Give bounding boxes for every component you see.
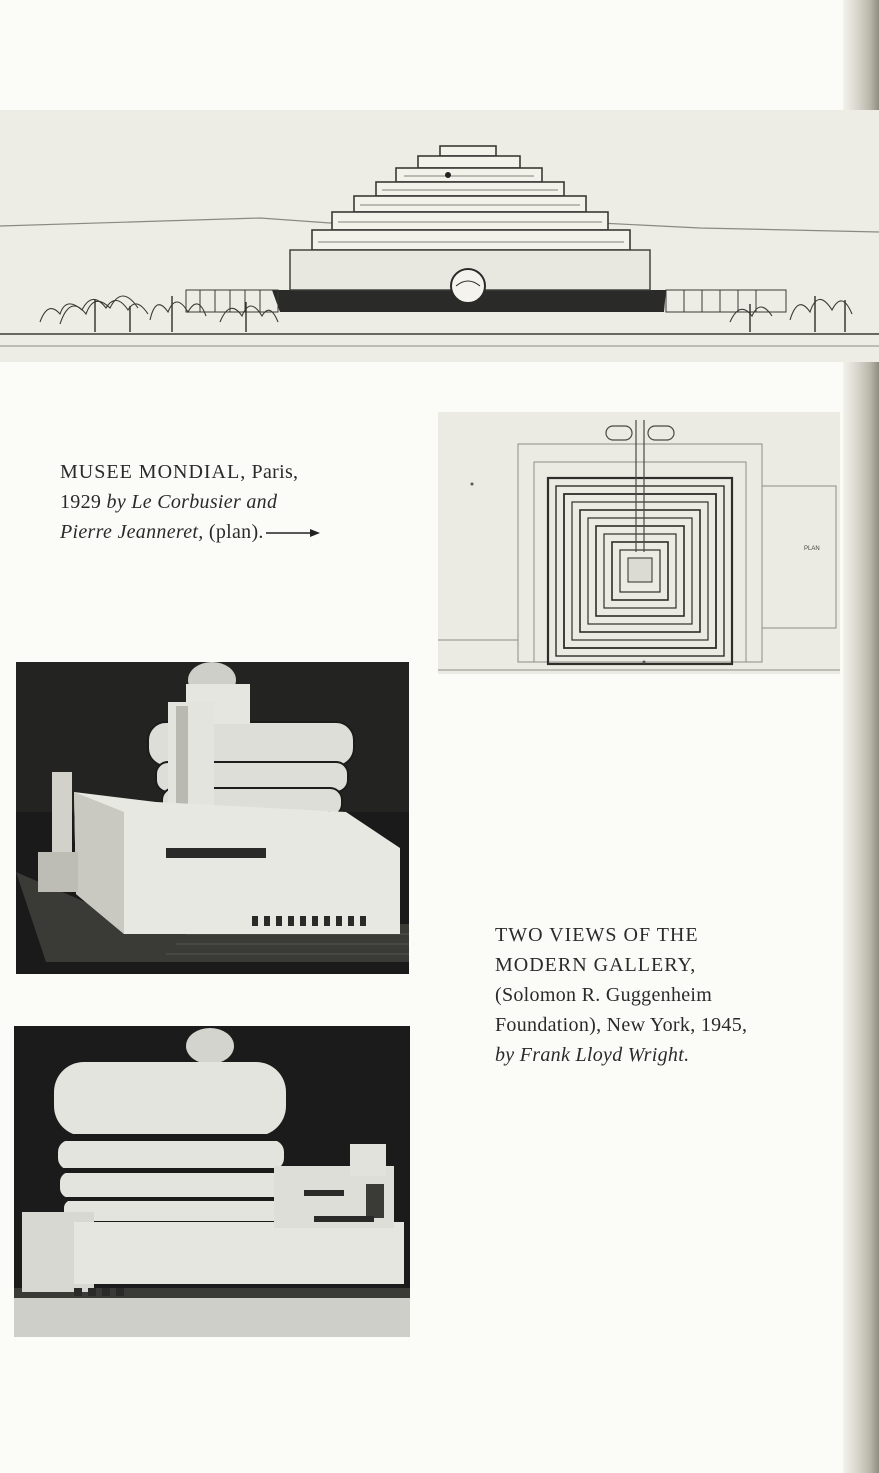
guggenheim-line-4b: 1945, xyxy=(700,1014,748,1036)
guggenheim-line-1: TWO VIEWS OF THE xyxy=(495,924,699,946)
musee-mondial-elevation-drawing xyxy=(0,110,879,362)
musee-city: Paris, xyxy=(251,461,299,483)
arrow-right-icon xyxy=(266,528,320,538)
guggenheim-line-5: by Frank Lloyd Wright. xyxy=(495,1044,690,1066)
plan-label: PLAN xyxy=(804,546,820,552)
musee-title: MUSEE MONDIAL, xyxy=(60,461,247,483)
guggenheim-caption xyxy=(495,920,825,1070)
guggenheim-line-2: MODERN GALLERY, xyxy=(495,954,697,976)
guggenheim-model-photo-2 xyxy=(14,1026,410,1337)
musee-mondial-plan-drawing xyxy=(438,412,840,674)
guggenheim-line-4a: Foundation), New York, xyxy=(495,1014,696,1036)
musee-architect-1: Le Corbusier xyxy=(131,491,242,513)
musee-by: by xyxy=(106,491,126,513)
musee-architect-2: Pierre Jeanneret, xyxy=(60,521,204,543)
musee-and: and xyxy=(246,491,278,513)
guggenheim-model-photo-1 xyxy=(16,662,409,974)
guggenheim-line-3: (Solomon R. Guggenheim xyxy=(495,984,713,1006)
musee-note: (plan). xyxy=(208,521,264,543)
musee-mondial-caption xyxy=(60,457,430,547)
musee-year: 1929 xyxy=(60,491,102,513)
